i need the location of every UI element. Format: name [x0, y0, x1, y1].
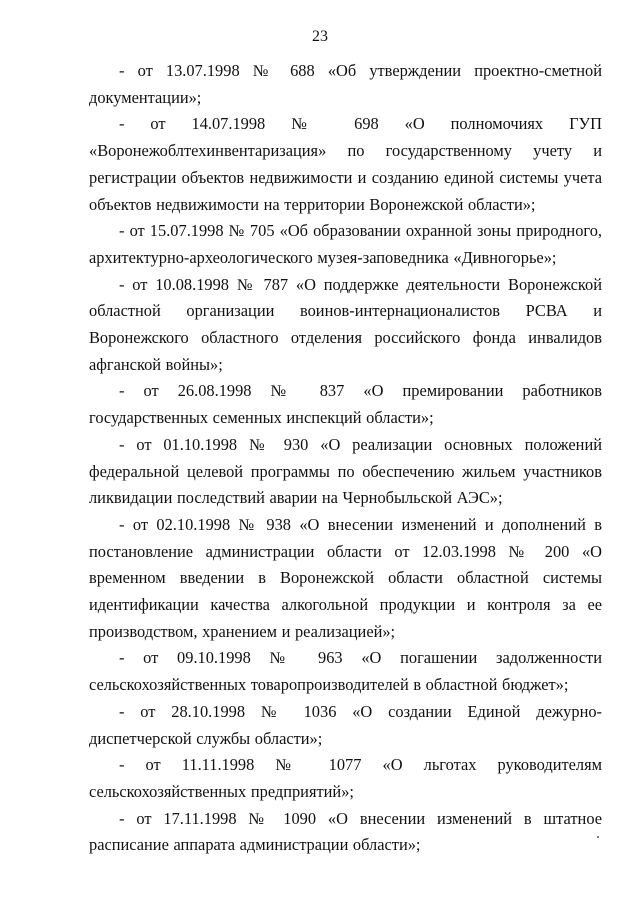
list-item: - от 17.11.1998 № 1090 «О внесении изменений в штатное расписание аппарата администрации области»; [89, 808, 602, 855]
list-item: - от 26.08.1998 № 837 «О премировании работников государственных семенных инспекций области»; [89, 381, 602, 428]
list-item: - от 15.07.1998 № 705 «Об образовании охранной зоны природного, архитектурно-археологического музея-заповедника «Дивногорье»; [89, 221, 602, 267]
list-item: - от 01.10.1998 № 930 «О реализации основных положений федеральной целевой программы по обеспечению жильем участников ликвидации последствий аварии на Чернобыльской АЭС»; [89, 434, 602, 508]
list-item: - от 11.11.1998 № 1077 «О льготах руководителям сельскохозяйственных предприятий»; [89, 755, 602, 801]
list-item: - от 02.10.1998 № 938 «О внесении изменений и дополнений в постановление администрации области от 12.03.1998 № 200 «О временном введении в Воронежской области областной системы идентификации качества алкогольной продукции и контроля за ее производством, хранением и реализацией»; [89, 514, 602, 641]
page-number: 23 [312, 28, 328, 45]
scan-speck [597, 836, 599, 838]
list-item: - от 14.07.1998 № 698 «О полномочиях ГУП «Воронежоблтехинвентаризация» по государственному учету и регистрации объектов недвижимости и созданию единой системы учета объектов недвижимости на территории Воронежской области»; [89, 114, 602, 214]
document-body [89, 58, 602, 859]
list-item: - от 09.10.1998 № 963 «О погашении задолженности сельскохозяйственных товаропроизводителей в областной бюджет»; [89, 648, 602, 695]
list-item: - от 13.07.1998 № 688 «Об утверждении проектно-сметной документации»; [89, 61, 602, 107]
list-item: - от 28.10.1998 № 1036 «О создании Единой дежурно-диспетчерской службы области»; [89, 701, 602, 748]
list-item: - от 10.08.1998 № 787 «О поддержке деятельности Воронежской областной организации воинов-интернационалистов РСВА и Воронежского областного отделения российского фонда инвалидов афганской войны»; [89, 274, 602, 374]
